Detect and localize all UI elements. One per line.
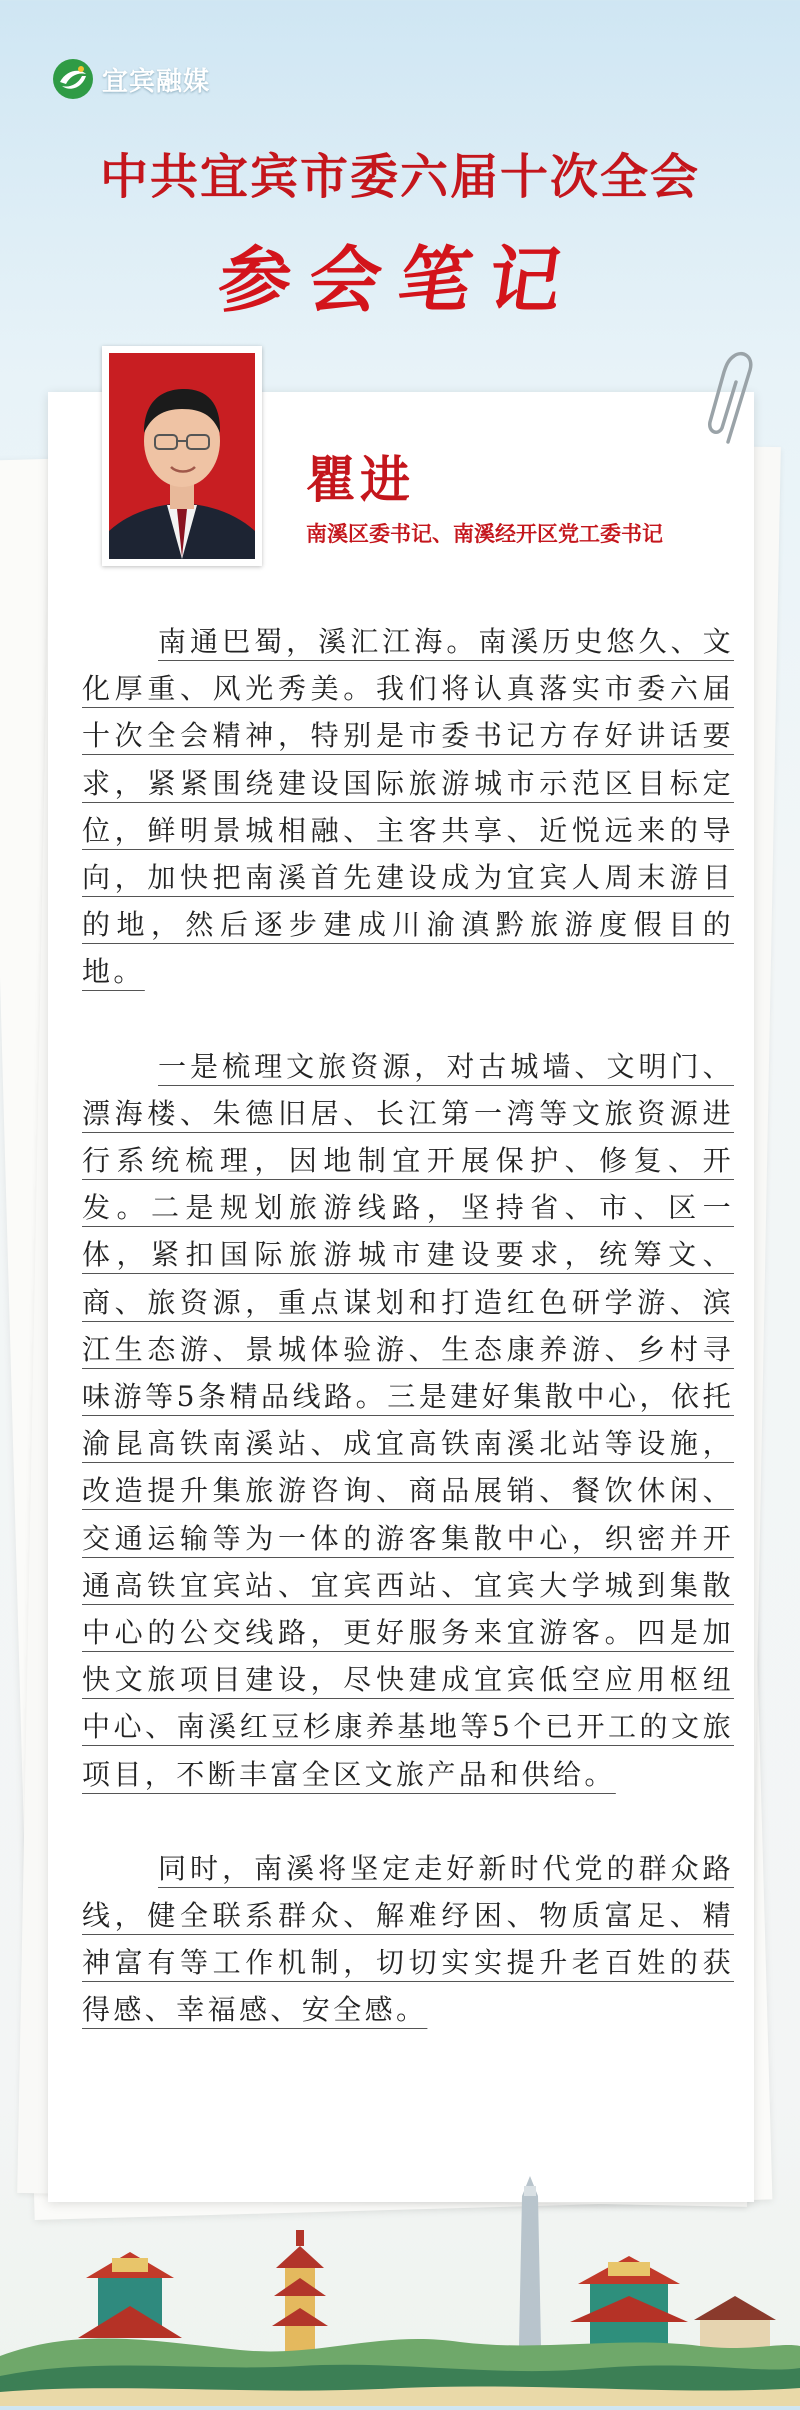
brand-logo: [52, 58, 210, 100]
paragraph-text: 一是梳理文旅资源，对古城墙、文明门、漂海楼、朱德旧居、长江第一湾等文旅资源进行系统梳理，因地制宜开展保护、修复、开发。二是规划旅游线路，坚持省、市、区一体，紧扣国际旅游城市建设要求，统筹文、商、旅资源，重点谋划和打造红色研学游、滨江生态游、景城体验游、生态康养游、乡村寻味游等5条精品线路。三是建好集散中心，依托渝昆高铁南溪站、成宜高铁南溪北站等设施，改造提升集旅游咨询、商品展销、餐饮休闲、交通运输等为一体的游客集散中心，织密并开通高铁宜宾站、宜宾西站、宜宾大学城到集散中心的公交线路，更好服务来宜游客。四是加快文旅项目建设，尽快建成宜宾低空应用枢纽中心、南溪红豆杉康养基地等5个已开工的文旅项目，不断丰富全区文旅产品和供给。: [82, 1049, 734, 1791]
profile-name: 瞿进: [306, 451, 414, 509]
logo-mark-icon: [52, 58, 94, 100]
profile-role: 南溪区委书记、南溪经开区党工委书记: [306, 522, 663, 546]
paragraph-text: 南通巴蜀，溪汇江海。南溪历史悠久、文化厚重、风光秀美。我们将认真落实市委六届十次全会精神，特别是市委书记方存好讲话要求，紧紧围绕建设国际旅游城市示范区目标定位，鲜明景城相融、主客共享、近悦远来的导向，加快把南溪首先建设成为宜宾人周末游目的地，然后逐步建成川渝滇黔旅游度假目的地。: [82, 625, 734, 989]
article-body: [82, 618, 734, 2081]
article-paragraph: [82, 1845, 734, 2034]
paragraph-text: 同时，南溪将坚定走好新时代党的群众路线，健全联系群众、解难纾困、物质富足、精神富有等工作机制，切切实实提升老百姓的获得感、幸福感、安全感。: [82, 1851, 734, 2027]
paperclip-icon: [706, 342, 766, 456]
article-paragraph: [82, 1043, 734, 1798]
city-skyline-illustration: [0, 2146, 800, 2406]
portrait-frame: [102, 346, 262, 566]
page-subtitle: 参会笔记: [213, 237, 586, 322]
portrait-photo: [109, 353, 255, 559]
page-title: 中共宜宾市委六届十次全会: [99, 149, 700, 205]
article-paragraph: [82, 618, 734, 996]
logo-text: 宜宾融媒: [102, 66, 211, 97]
